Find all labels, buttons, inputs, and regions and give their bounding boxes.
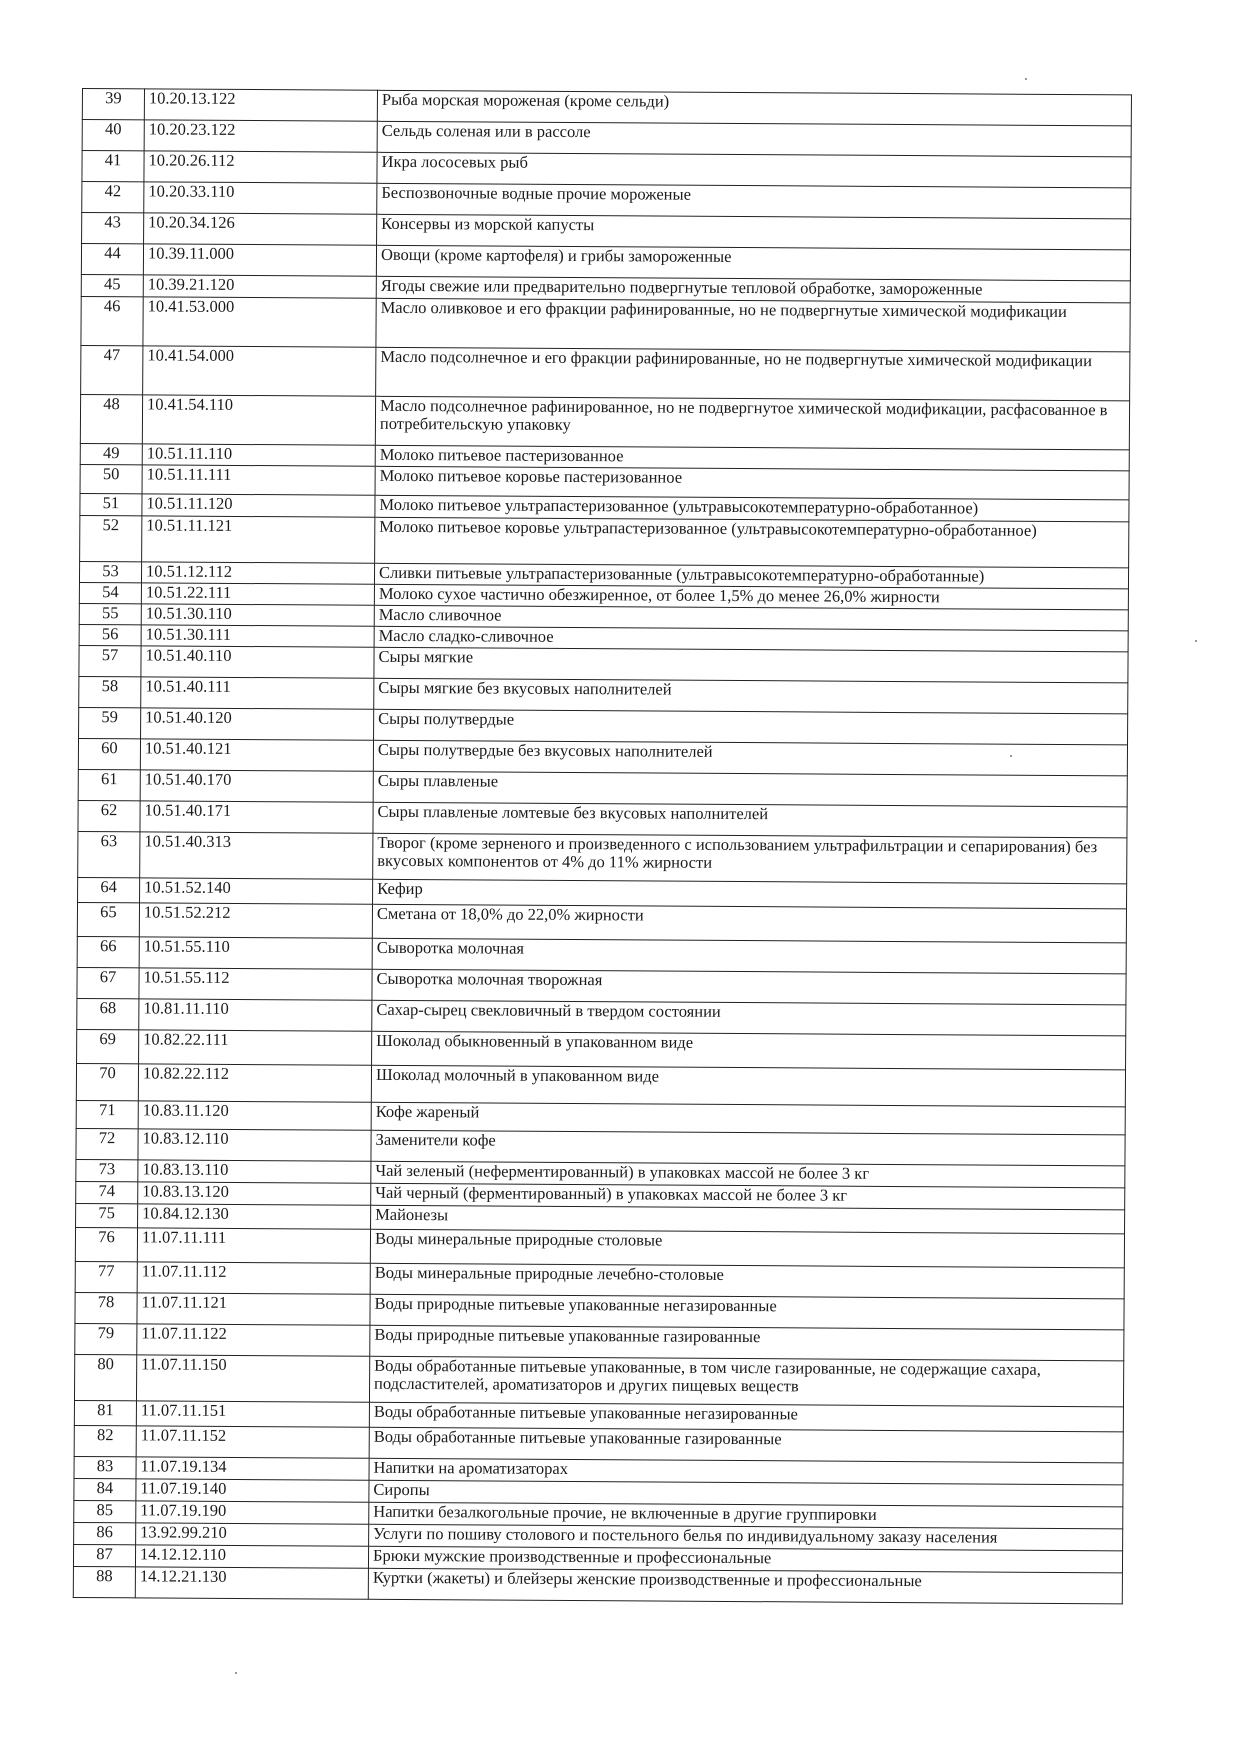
row-number: 79 [75,1323,137,1354]
product-name: Икра лососевых рыб [377,152,1131,188]
table-row [73,1566,1122,1603]
okpd-code: 10.51.11.121 [142,516,375,563]
okpd-code: 10.83.13.120 [138,1182,371,1205]
product-name: Творог (кроме зерненого и произведенного с использованием ультрафильтрации и сепарирования) без вкусовых компонентов от 4% до 11% жирности [373,833,1127,884]
okpd-code: 10.51.52.212 [139,903,372,938]
okpd-code: 10.20.26.112 [144,151,377,183]
product-name: Сыры мягкие [374,647,1128,683]
okpd-code: 10.51.30.111 [141,625,374,647]
row-number: 54 [79,582,141,603]
table-row [81,345,1130,400]
product-name: Молоко сухое частично обезжиренное, от более 1,5% до менее 26,0% жирности [374,584,1128,610]
product-name: Услуги по пошиву столового и постельного белья по индивидуальному заказу населения [369,1524,1123,1551]
product-name: Воды обработанные питьевые упакованные газированные [369,1427,1123,1463]
row-number: 72 [76,1128,138,1159]
product-name: Куртки (жакеты) и блейзеры женские производственные и профессиональные [368,1568,1122,1604]
okpd-code: 10.51.11.120 [142,494,375,517]
row-number: 47 [81,345,143,394]
row-number: 76 [75,1227,137,1261]
product-name: Молоко питьевое коровье пастеризованное [375,466,1129,500]
row-number: 69 [77,1029,139,1063]
row-number: 56 [79,624,141,645]
row-number: 50 [80,464,142,493]
okpd-code: 10.82.22.111 [139,1030,372,1065]
scan-speck [1025,78,1027,80]
okpd-code: 11.07.11.112 [137,1262,370,1294]
product-name: Напитки безалкогольные прочие, не включенные в другие группировки [369,1502,1123,1529]
okpd-code: 11.07.11.151 [136,1401,369,1427]
row-number: 65 [77,902,139,936]
row-number: 70 [76,1063,138,1100]
product-name: Воды природные питьевые упакованные газированные [370,1325,1124,1361]
product-name: Сыры полутвердые [374,709,1128,745]
product-name: Овощи (кроме картофеля) и грибы замороженные [376,245,1130,281]
okpd-code: 11.07.11.122 [137,1324,370,1356]
product-name: Молоко питьевое коровье ультрапастеризованное (ультравысокотемпературно-обработанное) [375,517,1129,568]
table-row [80,394,1129,449]
row-number: 71 [76,1100,138,1128]
row-number: 40 [82,120,144,151]
product-name: Шоколад молочный в упакованном виде [371,1065,1125,1107]
row-number: 66 [77,936,139,967]
table-body [73,89,1131,1604]
row-number: 39 [82,89,144,120]
row-number: 60 [78,738,140,769]
okpd-code: 10.51.11.110 [142,444,375,466]
okpd-code: 10.20.23.122 [144,120,377,152]
product-name: Майонезы [371,1205,1125,1234]
product-name: Масло подсолнечное и его фракции рафинированные, но не подвергнутые химической модификации [376,347,1130,401]
row-number: 85 [74,1500,136,1522]
row-number: 82 [74,1425,136,1456]
table-row [78,831,1127,883]
product-name: Сыворотка молочная [372,938,1126,974]
product-name: Масло подсолнечное рафинированное, но не подвергнутое химической модификации, расфасованное в потребительскую упаковку [375,396,1129,450]
row-number: 68 [77,998,139,1029]
row-number: 62 [78,800,140,831]
product-name: Масло оливковое и его фракции рафинированные, но не подвергнутые химической модификации [376,298,1130,352]
row-number: 78 [75,1292,137,1323]
product-name: Воды природные питьевые упакованные негазированные [370,1294,1124,1330]
okpd-code: 10.51.22.111 [141,583,374,605]
product-name: Воды минеральные природные лечебно-столовые [370,1263,1124,1299]
table-row [80,515,1129,567]
okpd-code: 10.51.30.110 [141,604,374,626]
product-name: Воды обработанные питьевые упакованные, в том числе газированные, не содержащие сахара, подсластителей, ароматизаторов и других пищевых веществ [369,1356,1123,1407]
okpd-code: 10.51.40.120 [141,708,374,740]
product-name: Масло сливочное [374,605,1128,631]
okpd-code: 10.51.40.170 [140,770,373,802]
okpd-code: 10.20.34.126 [144,213,377,245]
product-name: Молоко питьевое пастеризованное [375,445,1129,471]
okpd-code: 10.83.13.110 [138,1160,371,1183]
row-number: 81 [74,1400,136,1425]
product-name: Кофе жареный [371,1102,1125,1135]
row-number: 73 [76,1159,138,1181]
scan-speck [1010,755,1012,757]
product-name: Беспозвоночные водные прочие мороженые [377,183,1131,219]
product-name: Воды минеральные природные столовые [370,1229,1124,1268]
scan-speck [1195,640,1197,642]
product-name: Ягоды свежие или предварительно подвергнутые тепловой обработке, замороженные [376,276,1130,303]
product-name: Воды обработанные питьевые упакованные негазированные [369,1402,1123,1432]
okpd-code: 10.20.33.110 [144,182,377,214]
okpd-code: 10.51.52.140 [140,878,373,904]
row-number: 80 [74,1354,136,1400]
okpd-code: 10.81.11.110 [139,999,372,1031]
okpd-code: 10.51.40.121 [140,739,373,771]
product-name: Сахар-сырец свекловичный в твердом состоянии [372,1000,1126,1036]
product-name: Сыры мягкие без вкусовых наполнителей [374,678,1128,714]
table-row [76,1063,1125,1106]
okpd-code: 11.07.11.152 [136,1426,369,1458]
okpd-code: 10.51.55.110 [139,937,372,969]
row-number: 74 [76,1181,138,1203]
product-name: Чай черный (ферментированный) в упаковках массой не более 3 кг [371,1183,1125,1210]
okpd-code: 10.51.40.171 [140,801,373,833]
okpd-code: 10.51.40.313 [140,832,373,879]
row-number: 49 [80,443,142,464]
row-number: 48 [80,394,142,443]
okpd-code: 10.41.53.000 [143,297,376,347]
product-name: Чай зеленый (неферментированный) в упаковках массой не более 3 кг [371,1161,1125,1188]
product-name: Масло сладко-сливочное [374,626,1128,652]
okpd-code: 10.51.55.112 [139,968,372,1000]
product-name: Рыба морская мороженая (кроме сельди) [377,90,1131,126]
okpd-code: 10.83.11.120 [138,1101,371,1130]
product-name: Брюки мужские производственные и профессиональные [368,1546,1122,1573]
row-number: 57 [79,645,141,676]
okpd-code: 10.51.40.110 [141,646,374,678]
okpd-code: 11.07.19.134 [136,1457,369,1480]
row-number: 43 [82,213,144,244]
row-number: 46 [81,296,143,345]
product-name: Сыворотка молочная творожная [372,969,1126,1005]
row-number: 75 [76,1203,138,1227]
okpd-code: 10.20.13.122 [144,89,377,121]
row-number: 59 [79,707,141,738]
product-name: Сиропы [369,1480,1123,1507]
okpd-code: 10.51.12.112 [141,562,374,584]
row-number: 64 [78,877,140,902]
table-row [74,1354,1123,1406]
row-number: 58 [79,676,141,707]
product-codes-table [73,88,1132,1604]
product-name: Молоко питьевое ультрапастеризованное (ультравысокотемпературно-обработанное) [375,495,1129,522]
okpd-code: 11.07.11.150 [136,1355,369,1402]
okpd-code: 10.39.21.120 [143,275,376,298]
okpd-code: 10.84.12.130 [138,1204,371,1229]
row-number: 52 [80,515,142,561]
product-name: Заменители кофе [371,1130,1125,1166]
okpd-code: 10.51.40.111 [141,677,374,709]
product-name: Кефир [373,879,1127,909]
okpd-code: 10.83.12.110 [138,1129,371,1161]
okpd-code: 11.07.11.111 [137,1228,370,1263]
row-number: 45 [81,274,143,296]
product-name: Сливки питьевые ультрапастеризованные (ультравысокотемпературно-обработанные) [374,563,1128,589]
row-number: 67 [77,967,139,998]
okpd-code: 11.07.19.190 [136,1501,369,1524]
row-number: 86 [74,1522,136,1544]
product-name: Сыры полутвердые без вкусовых наполнителей [373,740,1127,776]
okpd-code: 10.82.22.112 [138,1064,371,1102]
row-number: 61 [78,769,140,800]
scan-speck [235,1672,237,1674]
row-number: 88 [73,1566,135,1597]
okpd-code: 14.12.21.130 [135,1567,368,1599]
row-number: 53 [79,561,141,582]
row-number: 87 [73,1544,135,1566]
okpd-code: 14.12.12.110 [135,1545,368,1568]
row-number: 83 [74,1456,136,1478]
okpd-code: 10.41.54.110 [142,395,375,445]
okpd-code: 11.07.11.121 [137,1293,370,1325]
okpd-code: 11.07.19.140 [136,1479,369,1502]
okpd-code: 10.39.11.000 [143,244,376,276]
okpd-code: 10.41.54.000 [143,346,376,396]
product-name: Консервы из морской капусты [377,214,1131,250]
product-name: Сыры плавленые [373,771,1127,807]
row-number: 55 [79,603,141,624]
row-number: 41 [82,151,144,182]
row-number: 84 [74,1478,136,1500]
row-number: 44 [81,244,143,275]
table-row [81,296,1130,351]
row-number: 42 [82,182,144,213]
row-number: 63 [78,831,140,877]
product-name: Сметана от 18,0% до 22,0% жирности [372,904,1126,943]
product-name: Шоколад обыкновенный в упакованном виде [372,1031,1126,1070]
product-name: Сыры плавленые ломтевые без вкусовых наполнителей [373,802,1127,838]
product-name: Напитки на ароматизаторах [369,1458,1123,1485]
okpd-code: 10.51.11.111 [142,465,375,495]
okpd-code: 13.92.99.210 [136,1523,369,1546]
row-number: 77 [75,1261,137,1292]
product-name: Сельдь соленая или в рассоле [377,121,1131,157]
row-number: 51 [80,493,142,515]
